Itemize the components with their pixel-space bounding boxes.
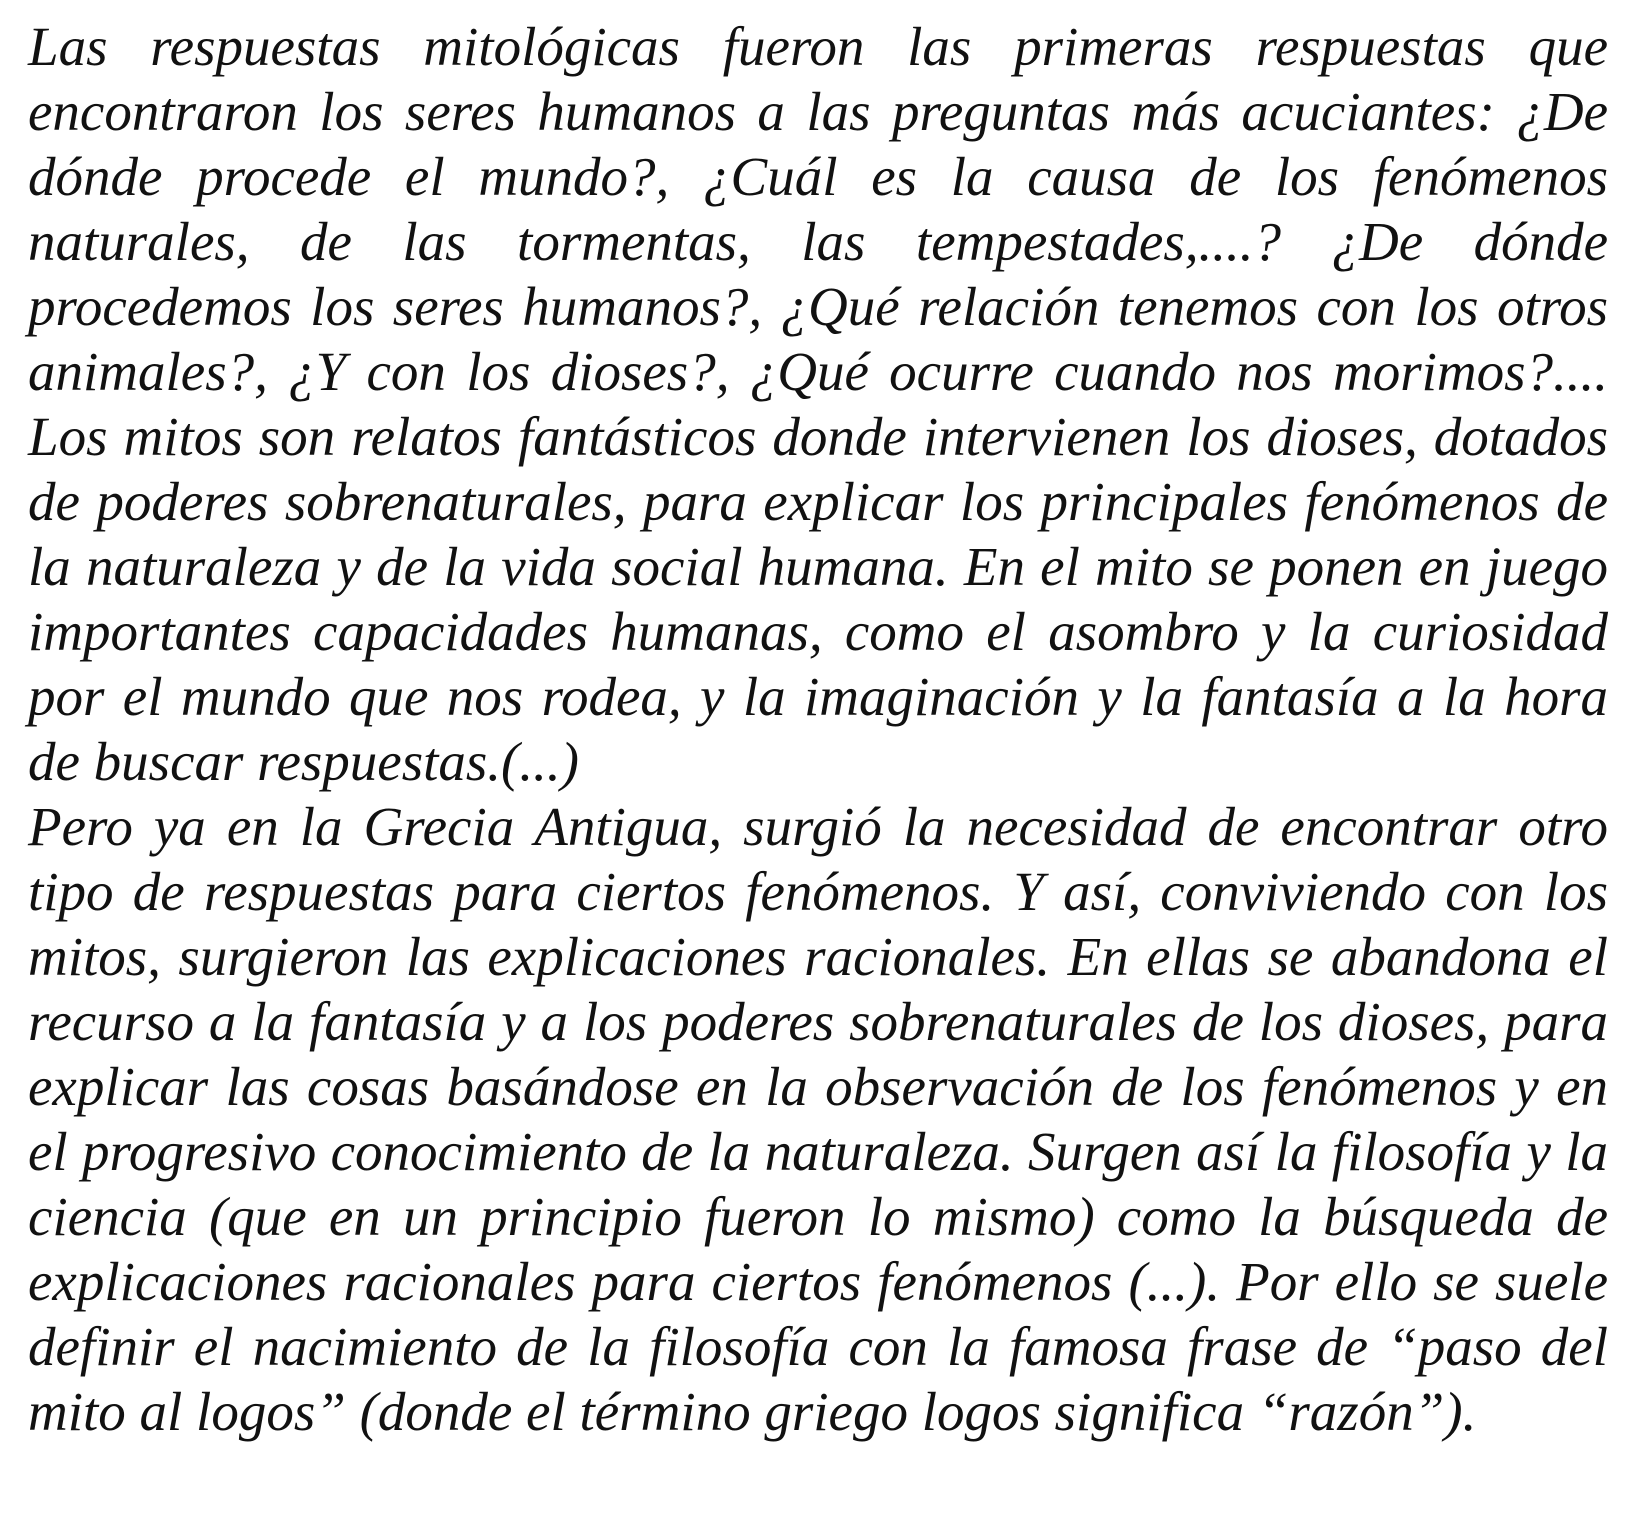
document-body xyxy=(28,14,1608,1444)
paragraph-mitos: Las respuestas mitológicas fueron las primeras respuestas que encontraron los seres humanos a las preguntas más acuciantes: ¿De dónde procede el mundo?, ¿Cuál es la causa de los fenómenos naturales, de las tormentas, las tempestades,....? ¿De dónde procedemos los seres humanos?, ¿Qué relación tenemos con los otros animales?, ¿Y con los dioses?, ¿Qué ocurre cuando nos morimos?.... Los mitos son relatos fantásticos donde intervienen los dioses, dotados de poderes sobrenaturales, para explicar los principales fenómenos de la naturaleza y de la vida social humana. En el mito se ponen en juego importantes capacidades humanas, como el asombro y la curiosidad por el mundo que nos rodea, y la imaginación y la fantasía a la hora de buscar respuestas.(...) xyxy=(28,16,1608,792)
paragraph-logos: Pero ya en la Grecia Antigua, surgió la necesidad de encontrar otro tipo de respuestas para ciertos fenómenos. Y así, conviviendo con los mitos, surgieron las explicaciones racionales. En ellas se abandona el recurso a la fantasía y a los poderes sobrenaturales de los dioses, para explicar las cosas basándose en la observación de los fenómenos y en el progresivo conocimiento de la naturaleza. Surgen así la filosofía y la ciencia (que en un principio fueron lo mismo) como la búsqueda de explicaciones racionales para ciertos fenómenos (...). Por ello se suele definir el nacimiento de la filosofía con la famosa frase de “paso del mito al logos” (donde el término griego logos significa “razón”). xyxy=(28,796,1608,1442)
